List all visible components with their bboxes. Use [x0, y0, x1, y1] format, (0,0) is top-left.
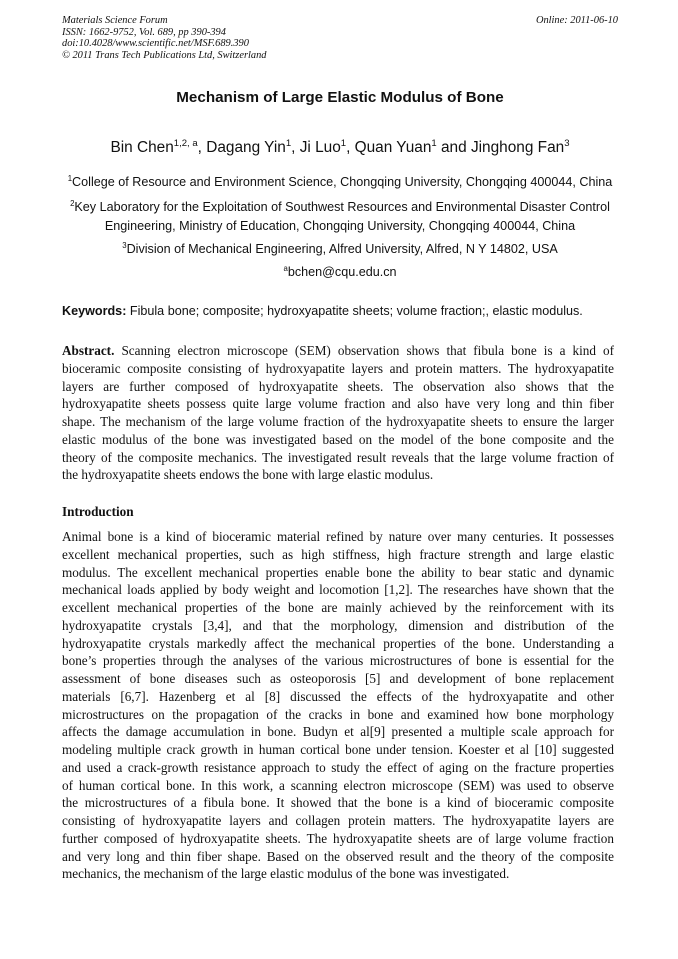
intro-line: mechanics, the mechanism of the large elastic modulus of the bone was investigated.	[62, 866, 510, 882]
abstract-line: shape. The mechanism of the large volume fraction of the hydroxyapatite sheets to ensure the larger	[62, 414, 614, 429]
author-list	[62, 137, 618, 159]
paper-title: Mechanism of Large Elastic Modulus of Bone	[176, 89, 504, 106]
intro-line: hydroxyapatite crystals markedly affect the mechanical properties of the bone. Understanding a	[62, 635, 614, 651]
journal-name: Materials Science Forum	[62, 15, 168, 26]
author-separator: ,	[197, 139, 207, 156]
author-affiliation-marker: 1	[431, 138, 437, 150]
abstract-label: Abstract.	[62, 343, 115, 358]
intro-line: assessment of bone diseases such as osteoporosis [5] and development of bone replacement	[62, 671, 614, 686]
abstract-line: bioceramic composite consisting of hydroxyapatite layers and protein matters. The hydroxyapatite	[62, 360, 614, 376]
copyright-line: © 2011 Trans Tech Publications Ltd, Switzerland	[62, 49, 267, 61]
abstract-line: elastic modulus of the bone was investigated based on the model of the bone composite and the	[62, 431, 614, 447]
affiliation-marker: 2	[70, 199, 75, 209]
abstract	[62, 342, 614, 484]
author-name: Quan Yuan	[354, 139, 432, 156]
abstract-line: layers are further composed of hydroxyapatite sheets. The observation also shows that the	[62, 378, 614, 394]
affiliation-3	[62, 240, 618, 259]
intro-line: microstructures on the propagation of the cracks in bone and examined how bone morphology	[62, 706, 614, 722]
intro-line: and very long and thin fiber shape. Based on the observed result and the theory of the composite	[62, 848, 614, 864]
intro-line: Animal bone is a kind of bioceramic material refined by nature over many centuries. It possesses	[62, 529, 614, 544]
author-affiliation-marker: 1	[285, 138, 292, 150]
intro-line: consisting of hydroxyapatite layers and collagen protein matters. The hydroxyapatite layers are	[62, 813, 614, 828]
intro-line: affects the damage accumulation in bone. Budyn et al[9] presented a multiple scale approach for	[62, 724, 614, 740]
abstract-line: theory of the composite mechanics. The investigated result reveals that the large volume fraction of	[62, 449, 614, 465]
intro-line: further composed of hydroxyapatite sheets. The hydroxyapatite sheets are of large volume fraction	[62, 830, 614, 846]
intro-line: mechanical loads applied by body weight and locomotion [1,2]. The researches have shown that the	[62, 582, 614, 598]
intro-line: the microstructures of a fibula bone. It showed that the bone is a kind of bioceramic composite	[62, 795, 614, 811]
affiliation-text: College of Resource and Environment Science, Chongqing University, Chongqing 400044, China	[72, 175, 613, 189]
affiliation-marker: 1	[67, 174, 73, 184]
author-name: Ji Luo	[299, 139, 341, 156]
intro-line: bone’s properties through the analyses of the various microstructures of bone is essential for the	[62, 653, 614, 669]
abstract-line: Scanning electron microscope (SEM) observation shows that fibula bone is a kind of	[121, 343, 615, 358]
author-affiliation-marker: 1,2, a	[173, 138, 198, 150]
email-address: bchen@cqu.edu.cn	[287, 265, 397, 279]
author-name: Jinghong Fan	[470, 139, 565, 156]
keywords-label: Keywords:	[62, 304, 127, 318]
affiliation-marker: 3	[122, 241, 127, 251]
affiliation-1	[62, 173, 618, 192]
corresponding-email	[62, 263, 618, 282]
intro-line: and used a crack-growth resistance approach to study the effect of aging on the fracture properties	[62, 759, 614, 775]
author-affiliation-marker: 3	[564, 138, 570, 150]
author-separator: ,	[291, 139, 300, 156]
doi-line: doi:10.4028/www.scientific.net/MSF.689.390	[62, 38, 249, 50]
online-date: Online: 2011-06-10	[535, 15, 618, 26]
introduction-body	[62, 528, 614, 883]
abstract-line: the hydroxyapatite sheets endows the bone with large elastic modulus.	[62, 467, 434, 483]
intro-line: materials [6,7]. Hazenberg et al [8] discussed the effects of the hydroxyapatite and other	[62, 688, 614, 704]
author-conjunction: and	[436, 139, 471, 156]
section-heading-introduction: Introduction	[62, 504, 134, 519]
keywords	[62, 302, 618, 321]
keywords-text: Fibula bone; composite; hydroxyapatite sheets; volume fraction;, elastic modulus.	[129, 304, 583, 318]
email-marker: a	[283, 264, 288, 274]
abstract-line: hydroxyapatite sheets possess quite large volume fraction and also have very long and thin fiber	[62, 396, 614, 412]
affiliation-2	[62, 198, 618, 236]
author-affiliation-marker: 1	[340, 138, 347, 150]
author-name: Dagang Yin	[206, 139, 286, 156]
intro-line: modeling multiple crack growth in human cortical bone under tension. Koester et al [10] suggested	[62, 742, 614, 757]
issn-line: ISSN: 1662-9752, Vol. 689, pp 390-394	[62, 26, 226, 38]
intro-line: excellent mechanical properties of the bone are mainly achieved by the reinforcement with its	[62, 600, 614, 615]
intro-line: modulus. The excellent mechanical properties enable bone the ability to bear static and dynamic	[62, 564, 614, 580]
author-separator: ,	[346, 139, 355, 156]
affiliation-text: Engineering, Ministry of Education, Chongqing University, Chongqing 400044, China	[104, 219, 576, 233]
author-name: Bin Chen	[110, 139, 174, 156]
intro-line: excellent mechanical properties, such as high stiffness, high fracture strength and large elastic	[62, 546, 614, 562]
affiliation-text: Key Laboratory for the Exploitation of Southwest Resources and Environmental Disaster Control	[74, 200, 610, 214]
intro-line: hydroxyapatite crystals [3,4], and that the morphology, dimension and distribution of the	[62, 617, 614, 633]
intro-line: of human cortical bone. In this work, a scanning electron microscope (SEM) was used to observe	[62, 777, 614, 793]
journal-header	[62, 15, 618, 61]
affiliation-text: Division of Mechanical Engineering, Alfred University, Alfred, N Y 14802, USA	[126, 242, 558, 256]
